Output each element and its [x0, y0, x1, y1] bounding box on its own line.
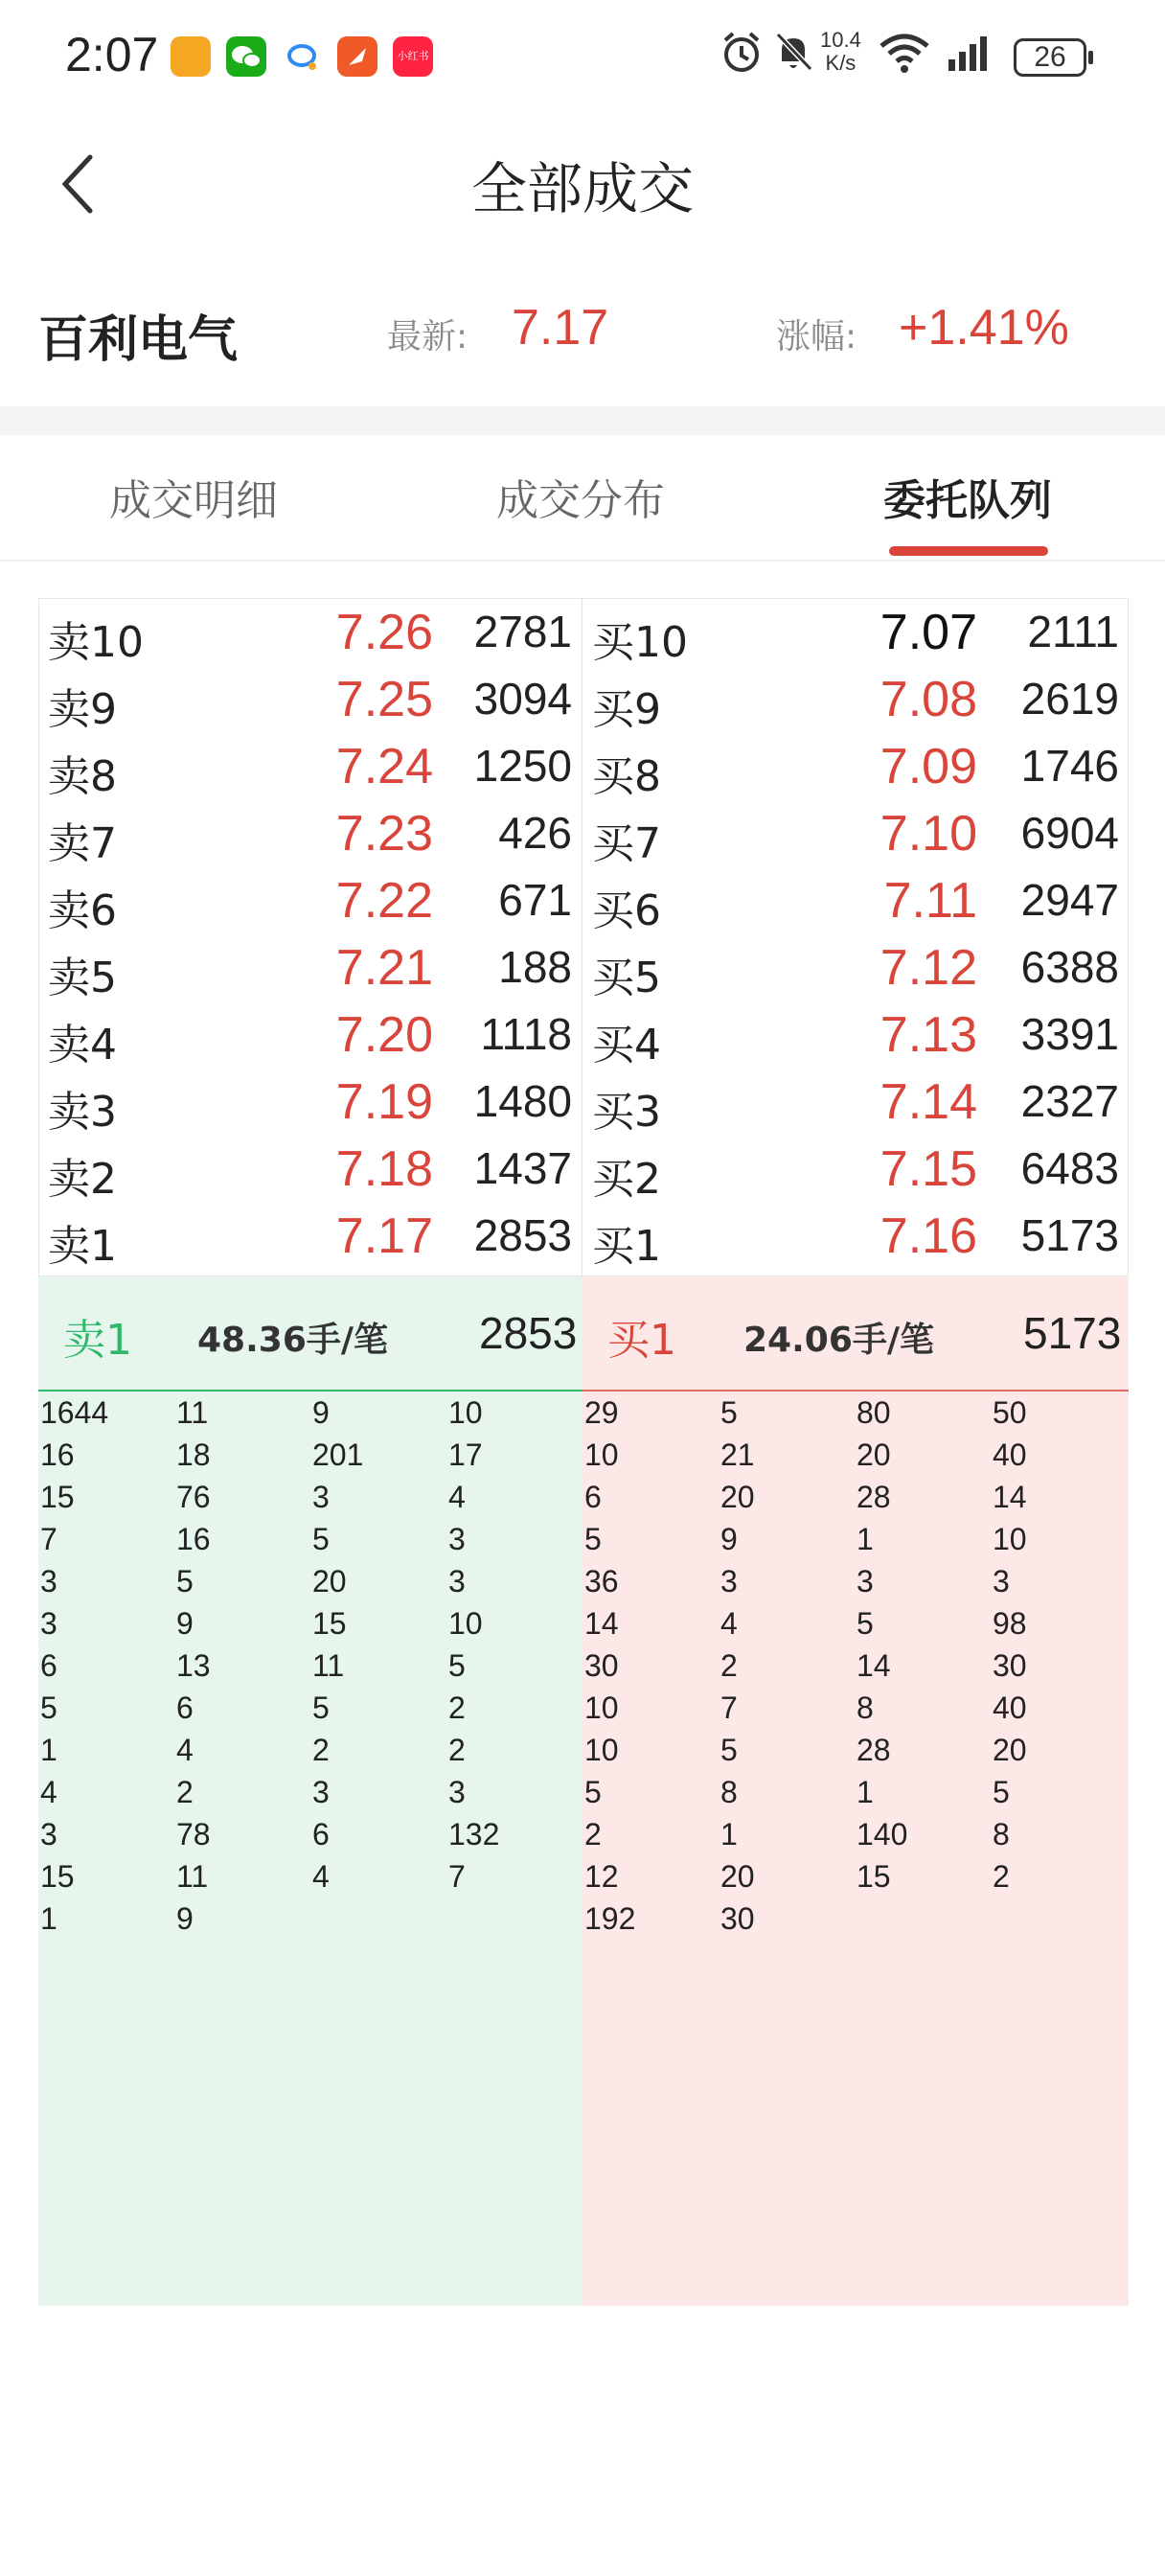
sell-queue-label: 卖1	[63, 1316, 132, 1365]
ask-level-label: 卖7	[48, 819, 117, 868]
bid-level-volume: 6483	[1020, 1143, 1119, 1193]
bid-level-volume: 5173	[1020, 1210, 1119, 1260]
sell-queue-order: 13	[176, 1648, 211, 1683]
ask-level-label: 卖6	[48, 886, 117, 935]
buy-queue-order: 30	[993, 1648, 1027, 1683]
section-divider	[0, 406, 1165, 435]
sell-queue-order: 7	[448, 1859, 466, 1894]
bid-level-row	[582, 734, 1129, 801]
ask-level-volume: 1480	[473, 1076, 572, 1126]
sell-queue-order: 11	[176, 1395, 209, 1430]
bid-level-label: 买5	[592, 954, 661, 1002]
buy-queue-order: 30	[584, 1648, 619, 1683]
bid-level-label: 买3	[592, 1088, 661, 1137]
tab-order-queue[interactable]: 委托队列	[883, 476, 1052, 525]
buy-queue-order: 1	[720, 1817, 738, 1852]
sell-queue-order: 3	[40, 1564, 57, 1598]
bid-level-volume: 2111	[1027, 607, 1119, 656]
bid-level-label: 买4	[592, 1021, 661, 1070]
buy-queue-order: 10	[584, 1733, 619, 1767]
sell-queue-order: 16	[176, 1522, 211, 1556]
bid-level-price: 7.16	[879, 1208, 977, 1264]
ask-level-row	[38, 667, 582, 734]
buy-queue-order: 29	[584, 1395, 619, 1430]
buy-queue-order: 3	[993, 1564, 1010, 1598]
bid-level-row	[582, 935, 1129, 1002]
bid-levels	[582, 600, 1129, 1275]
ask-level-row	[38, 1070, 582, 1137]
bid-level-label: 买8	[592, 752, 661, 801]
sell-queue-order: 15	[40, 1480, 75, 1514]
sell-queue-order: 15	[312, 1606, 347, 1641]
ask-level-label: 卖9	[48, 685, 117, 734]
buy-queue-order: 2	[584, 1817, 602, 1852]
sell-queue-average: 48.36手/笔	[197, 1321, 389, 1360]
bid-level-volume: 2327	[1020, 1076, 1119, 1126]
sell-queue-order: 7	[40, 1522, 57, 1556]
ask-level-label: 卖8	[48, 752, 117, 801]
bid-level-volume: 6388	[1020, 942, 1119, 992]
buy-queue-order: 4	[720, 1606, 738, 1641]
sell-queue-order: 17	[448, 1438, 483, 1472]
sell-queue-order: 4	[176, 1733, 194, 1767]
sell-queue-order: 1644	[40, 1395, 109, 1430]
sell-queue-order: 11	[312, 1648, 345, 1683]
buy-queue-order: 140	[857, 1817, 908, 1852]
ask-level-volume: 1250	[473, 741, 572, 791]
sell-queue-order: 20	[312, 1564, 347, 1598]
sell-queue-order: 3	[312, 1775, 330, 1809]
sell-queue-order: 78	[176, 1817, 211, 1852]
wifi-icon	[878, 29, 931, 86]
app-icon-4	[337, 36, 377, 77]
buy-queue-order: 28	[857, 1480, 891, 1514]
sell-queue-order: 1	[40, 1733, 57, 1767]
ask-level-label: 卖5	[48, 954, 117, 1002]
buy-queue-order: 5	[720, 1733, 738, 1767]
ask-level-price: 7.20	[335, 1007, 433, 1063]
buy-queue-order: 3	[720, 1564, 738, 1598]
ask-level-volume: 1437	[473, 1143, 572, 1193]
ask-level-price: 7.26	[335, 605, 433, 660]
latest-price: 7.17	[512, 300, 609, 356]
buy-queue-order: 2	[993, 1859, 1010, 1894]
ask-level-label: 卖2	[48, 1155, 117, 1204]
buy-queue-order: 10	[584, 1438, 619, 1472]
ask-level-price: 7.18	[335, 1141, 433, 1197]
buy-queue-order: 14	[857, 1648, 891, 1683]
bid-level-row	[582, 1002, 1129, 1070]
sell-queue-order: 10	[448, 1395, 483, 1430]
bid-level-label: 买6	[592, 886, 661, 935]
sell-queue-order: 9	[176, 1606, 194, 1641]
signal-icon	[945, 29, 993, 86]
sell-queue-order: 76	[176, 1480, 211, 1514]
tab-trade-distribution[interactable]: 成交分布	[496, 476, 665, 525]
bid-level-price: 7.12	[879, 940, 977, 996]
sell-queue-order: 3	[448, 1775, 466, 1809]
ask-level-label: 卖4	[48, 1021, 117, 1070]
sell-queue-order: 11	[176, 1859, 209, 1894]
sell-queue-order: 5	[40, 1690, 57, 1725]
change-label: 涨幅:	[776, 317, 857, 356]
buy-queue-order: 36	[584, 1564, 619, 1598]
sell-queue-order: 6	[40, 1648, 57, 1683]
bid-level-row	[582, 1137, 1129, 1204]
bid-level-row	[582, 600, 1129, 667]
buy-queue-volume: 5173	[1023, 1308, 1122, 1358]
ask-level-volume: 1118	[480, 1009, 572, 1059]
bid-level-row	[582, 667, 1129, 734]
ask-level-volume: 671	[498, 875, 572, 925]
buy-queue-order: 21	[720, 1438, 755, 1472]
sell-queue-volume: 2853	[479, 1308, 578, 1358]
bid-level-price: 7.08	[879, 672, 977, 727]
sell-queue-order: 132	[448, 1817, 500, 1852]
bid-level-volume: 6904	[1020, 808, 1119, 858]
sell-queue-order: 16	[40, 1438, 75, 1472]
sell-queue-order: 5	[312, 1690, 330, 1725]
buy-queue-order: 15	[857, 1859, 891, 1894]
buy-queue-order: 8	[857, 1690, 874, 1725]
sell-queue-order: 4	[312, 1859, 330, 1894]
bid-level-label: 买7	[592, 819, 661, 868]
buy-queue-order: 30	[720, 1901, 755, 1936]
buy-queue-order: 6	[584, 1480, 602, 1514]
buy-queue-order: 20	[993, 1733, 1027, 1767]
ask-level-price: 7.17	[335, 1208, 433, 1264]
bid-level-price: 7.11	[883, 873, 977, 929]
buy-queue-order: 28	[857, 1733, 891, 1767]
ask-levels	[38, 600, 582, 1275]
bid-level-label: 买10	[592, 618, 688, 667]
buy-queue-order: 40	[993, 1690, 1027, 1725]
buy-queue-order: 5	[857, 1606, 874, 1641]
alarm-icon	[720, 29, 763, 86]
ask-level-row	[38, 1002, 582, 1070]
bid-level-price: 7.07	[879, 605, 977, 660]
bid-level-volume: 3391	[1020, 1009, 1119, 1059]
buy-queue-order: 20	[720, 1480, 755, 1514]
page-title: 全部成交	[470, 156, 694, 221]
buy-queue-order: 40	[993, 1438, 1027, 1472]
battery-indicator: 26	[1014, 38, 1086, 77]
sell-queue-order: 2	[448, 1690, 466, 1725]
ask-level-price: 7.21	[335, 940, 433, 996]
ask-level-price: 7.22	[335, 873, 433, 929]
bid-level-volume: 1746	[1020, 741, 1119, 791]
ask-level-volume: 2853	[473, 1210, 572, 1260]
buy-queue-average: 24.06手/笔	[743, 1321, 935, 1360]
sell-queue-order: 15	[40, 1859, 75, 1894]
bid-level-price: 7.15	[879, 1141, 977, 1197]
buy-queue-order: 5	[993, 1775, 1010, 1809]
ask-level-price: 7.23	[335, 806, 433, 862]
ask-level-row	[38, 734, 582, 801]
sell-queue-order: 5	[312, 1522, 330, 1556]
sell-queue-order: 6	[312, 1817, 330, 1852]
buy-queue-order: 14	[993, 1480, 1027, 1514]
buy-queue-order: 20	[857, 1438, 891, 1472]
ask-level-label: 卖10	[48, 618, 144, 667]
bid-level-volume: 2619	[1020, 674, 1119, 724]
buy-queue-order: 98	[993, 1606, 1027, 1641]
wechat-icon	[226, 36, 266, 77]
app-icon-3	[282, 36, 322, 77]
sell-queue-order: 201	[312, 1438, 364, 1472]
buy-queue-order: 192	[584, 1901, 636, 1936]
app-icon-1	[171, 36, 211, 77]
stock-name: 百利电气	[38, 311, 239, 369]
buy-queue-order: 8	[720, 1775, 738, 1809]
ask-level-row	[38, 801, 582, 868]
bid-level-row	[582, 1204, 1129, 1271]
net-speed-value: 10.4	[820, 28, 861, 52]
change-percent: +1.41%	[899, 300, 1069, 356]
latest-label: 最新:	[387, 317, 468, 356]
buy-queue-order: 1	[857, 1775, 874, 1809]
buy-queue-order: 7	[720, 1690, 738, 1725]
buy-queue-order: 20	[720, 1859, 755, 1894]
buy-queue-order: 2	[720, 1648, 738, 1683]
buy-queue-orders	[582, 1392, 1129, 2062]
bid-level-price: 7.13	[879, 1007, 977, 1063]
sell-queue-order: 6	[176, 1690, 194, 1725]
ask-level-volume: 3094	[473, 674, 572, 724]
buy-queue-order: 50	[993, 1395, 1027, 1430]
ask-level-volume: 426	[498, 808, 572, 858]
sell-queue-order: 3	[448, 1522, 466, 1556]
bid-level-price: 7.10	[879, 806, 977, 862]
tab-bar-divider	[0, 560, 1165, 562]
sell-queue-order: 3	[312, 1480, 330, 1514]
net-speed-unit: K/s	[825, 51, 857, 75]
bid-level-label: 买9	[592, 685, 661, 734]
sell-queue-order: 3	[448, 1564, 466, 1598]
sell-queue-order: 9	[176, 1901, 194, 1936]
ask-level-volume: 2781	[473, 607, 572, 656]
sell-queue-order: 2	[448, 1733, 466, 1767]
tab-trade-detail[interactable]: 成交明细	[109, 476, 278, 525]
ask-level-row	[38, 1137, 582, 1204]
buy-queue-order: 80	[857, 1395, 891, 1430]
buy-queue-order: 12	[584, 1859, 619, 1894]
ask-level-label: 卖3	[48, 1088, 117, 1137]
sell-queue-order: 1	[40, 1901, 57, 1936]
sell-queue-orders	[38, 1392, 582, 2062]
mute-bell-icon	[772, 29, 814, 86]
sell-queue-order: 2	[176, 1775, 194, 1809]
bid-level-price: 7.14	[879, 1074, 977, 1130]
buy-queue-label: 买1	[607, 1316, 676, 1365]
ask-level-price: 7.24	[335, 739, 433, 794]
buy-queue-order: 14	[584, 1606, 619, 1641]
bid-level-row	[582, 801, 1129, 868]
ask-level-row	[38, 600, 582, 667]
buy-queue-order: 1	[857, 1522, 874, 1556]
sell-queue-order: 4	[40, 1775, 57, 1809]
bid-level-row	[582, 868, 1129, 935]
ask-level-row	[38, 935, 582, 1002]
ask-level-price: 7.19	[335, 1074, 433, 1130]
active-tab-indicator	[889, 546, 1048, 556]
buy-queue-order: 5	[720, 1395, 738, 1430]
buy-queue-order: 10	[993, 1522, 1027, 1556]
bid-level-price: 7.09	[879, 739, 977, 794]
ask-level-row	[38, 868, 582, 935]
sell-queue-order: 2	[312, 1733, 330, 1767]
status-bar	[0, 0, 1165, 115]
sell-queue-order: 5	[448, 1648, 466, 1683]
buy-queue-order: 10	[584, 1690, 619, 1725]
sell-queue-order: 4	[448, 1480, 466, 1514]
buy-queue-order: 3	[857, 1564, 874, 1598]
ask-level-volume: 188	[498, 942, 572, 992]
bid-level-row	[582, 1070, 1129, 1137]
sell-queue-order: 3	[40, 1817, 57, 1852]
bid-level-label: 买2	[592, 1155, 661, 1204]
sell-queue-order: 9	[312, 1395, 330, 1430]
bid-level-label: 买1	[592, 1222, 661, 1271]
net-speed	[820, 29, 861, 75]
buy-queue-order: 9	[720, 1522, 738, 1556]
bid-level-volume: 2947	[1020, 875, 1119, 925]
buy-queue-order: 8	[993, 1817, 1010, 1852]
sell-queue-order: 5	[176, 1564, 194, 1598]
buy-queue-order: 5	[584, 1775, 602, 1809]
sell-queue-order: 10	[448, 1606, 483, 1641]
sell-queue-order: 18	[176, 1438, 211, 1472]
ask-level-label: 卖1	[48, 1222, 117, 1271]
ask-level-row	[38, 1204, 582, 1271]
status-time: 2:07	[65, 28, 159, 81]
ask-level-price: 7.25	[335, 672, 433, 727]
sell-queue-order: 3	[40, 1606, 57, 1641]
xiaohongshu-icon: 小红书	[393, 36, 433, 77]
buy-queue-order: 5	[584, 1522, 602, 1556]
